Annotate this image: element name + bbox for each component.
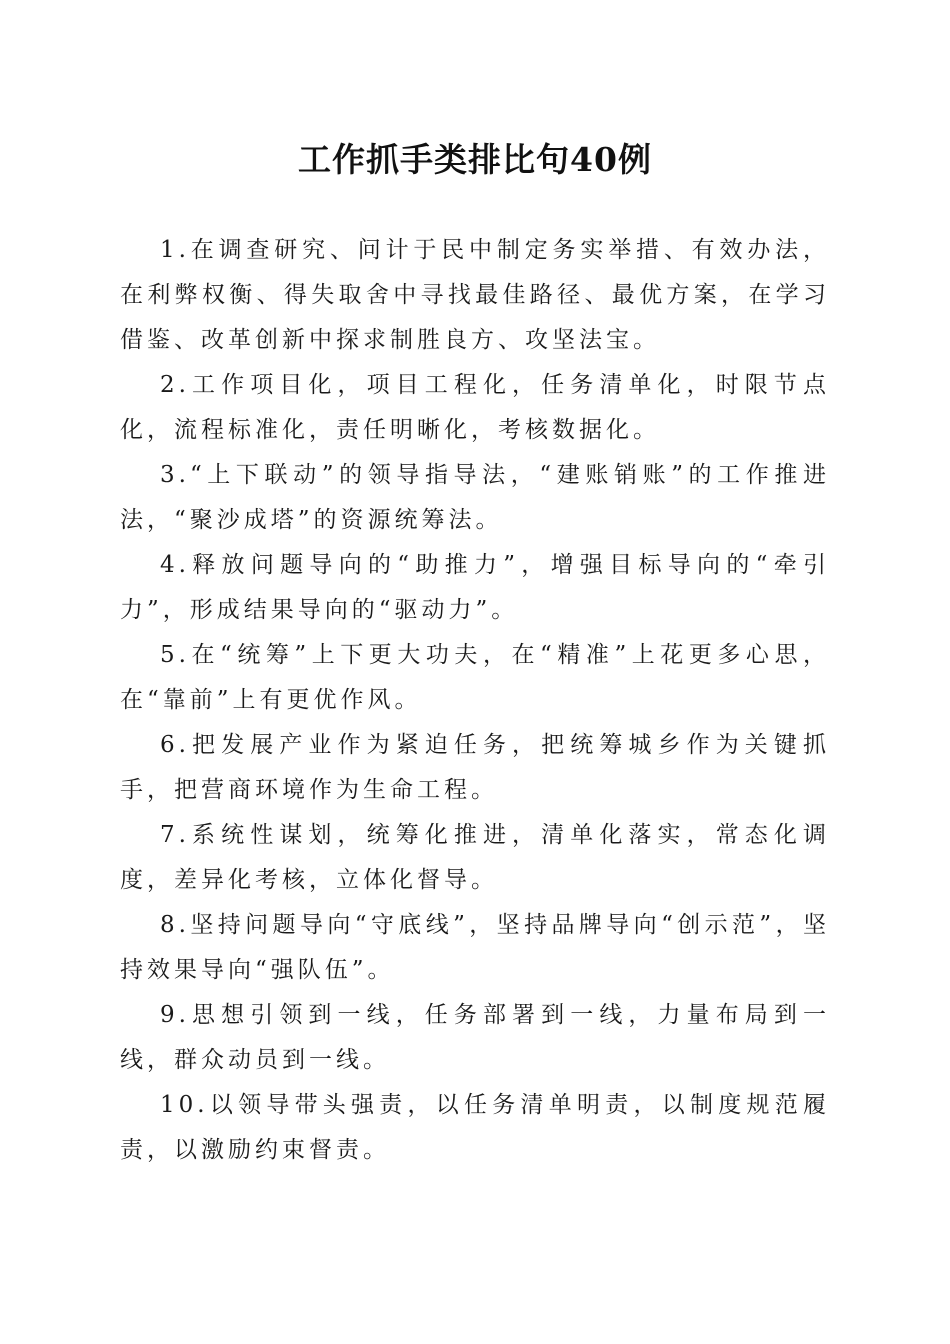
list-item: 7.系统性谋划，统筹化推进，清单化落实，常态化调度，差异化考核，立体化督导。: [120, 822, 830, 893]
document-body: [120, 228, 830, 1173]
list-item: 6.把发展产业作为紧迫任务，把统筹城乡作为关键抓手，把营商环境作为生命工程。: [120, 732, 830, 803]
page-title: 工作抓手类排比句40例: [298, 140, 652, 179]
list-item: 10.以领导带头强责，以任务清单明责，以制度规范履责，以激励约束督责。: [120, 1092, 830, 1163]
list-item: 3.“上下联动”的领导指导法，“建账销账”的工作推进法，“聚沙成塔”的资源统筹法。: [120, 462, 830, 533]
list-item: 2.工作项目化，项目工程化，任务清单化，时限节点化，流程标准化，责任明晰化，考核数据化。: [120, 372, 830, 443]
list-item: 9.思想引领到一线，任务部署到一线，力量布局到一线，群众动员到一线。: [120, 1002, 830, 1073]
list-item: 1.在调查研究、问计于民中制定务实举措、有效办法，在利弊权衡、得失取舍中寻找最佳路径、最优方案，在学习借鉴、改革创新中探求制胜良方、攻坚法宝。: [120, 237, 830, 353]
list-item: 8.坚持问题导向“守底线”，坚持品牌导向“创示范”，坚持效果导向“强队伍”。: [120, 912, 830, 983]
list-item: 4.释放问题导向的“助推力”，增强目标导向的“牵引力”，形成结果导向的“驱动力”。: [120, 552, 830, 623]
list-item: 5.在“统筹”上下更大功夫，在“精准”上花更多心思，在“靠前”上有更优作风。: [120, 642, 830, 713]
